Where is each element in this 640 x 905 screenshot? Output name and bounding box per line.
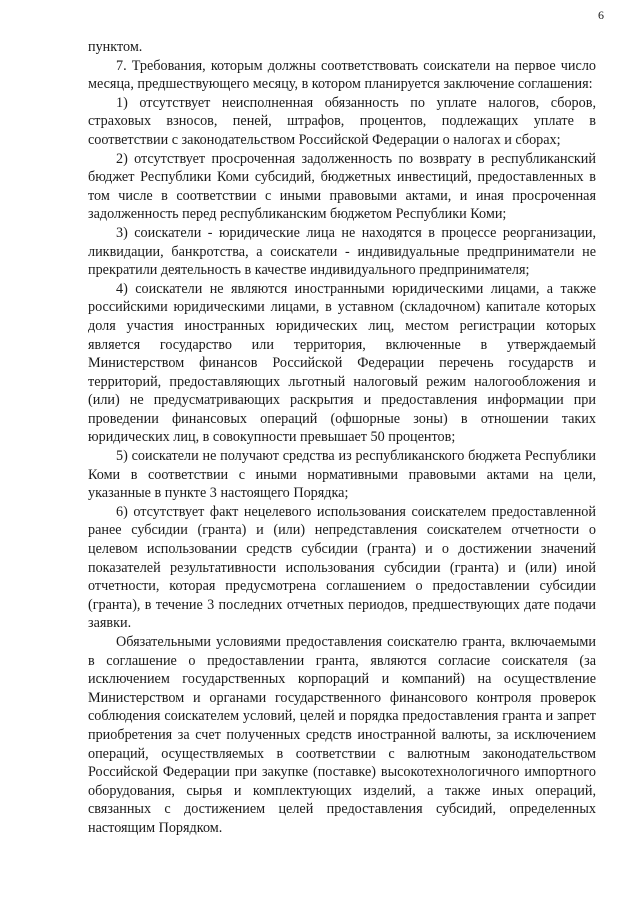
paragraph-subitem-2: 2) отсутствует просроченная задолженность по возврату в республиканский бюджет Республики Коми субсидий, бюджетных инвестиций, предоставленных в том числе в соответствии с иными правовыми актами, и иная просроченная задолженность перед республиканским бюджетом Республики Коми; <box>88 150 596 223</box>
page-number: 6 <box>598 8 604 22</box>
paragraph-item-7: 7. Требования, которым должны соответствовать соискатели на первое число месяца, предшествующего месяцу, в котором планируется заключение соглашения: <box>88 57 596 93</box>
paragraph-subitem-5: 5) соискатели не получают средства из республиканского бюджета Республики Коми в соответствии с иными нормативными правовыми актами на цели, указанные в пункте 3 настоящего Порядка; <box>88 448 596 502</box>
paragraph-subitem-6: 6) отсутствует факт нецелевого использования соискателем предоставленной ранее субсидии (гранта) и (или) непредставления соискателем отчетности о целевом использовании средств субсидии (гранта) и о достижении значений показателей результативности использования субсидии (гранта) и (или) иной отчетности, которая предусмотрена соглашением о предоставлении субсидии (гранта), в течение 3 последних отчетных периодов, предшествующих дате подачи заявки. <box>88 503 596 632</box>
paragraph-subitem-3: 3) соискатели - юридические лица не находятся в процессе реорганизации, ликвидации, банкротства, а соискатели - индивидуальные предприниматели не прекратили деятельность в качестве индивидуального предпринимателя; <box>88 224 596 279</box>
document-body <box>88 38 596 838</box>
paragraph-continuation: пунктом. <box>88 39 143 55</box>
paragraph-subitem-1: 1) отсутствует неисполненная обязанность по уплате налогов, сборов, страховых взносов, пеней, штрафов, процентов, подлежащих уплате в соответствии с законодательством Российской Федерации о налогах и сборах; <box>88 94 596 148</box>
paragraph-mandatory-conditions: Обязательными условиями предоставления соискателю гранта, включаемыми в соглашение о предоставлении гранта, являются согласие соискателя (за исключением государственных корпораций и компаний) на осуществление Министерством и органами государственного финансового контроля проверок соблюдения соискателем условий, целей и порядка предоставления гранта и запрет приобретения за счет полученных средств иностранной валюты, за исключением операций, осуществляемых в соответствии с валютным законодательством Российской Федерации при закупке (поставке) высокотехнологичного импортного оборудования, сырья и комплектующих изделий, а также иных операций, связанных с достижением целей предоставления субсидий, определенных настоящим Порядком. <box>88 634 596 836</box>
paragraph-subitem-4: 4) соискатели не являются иностранными юридическими лицами, а также российскими юридическими лицами, в уставном (складочном) капитале которых доля участия иностранных юридических лиц, местом регистрации которых является государство или территория, включенные в утверждаемый Министерством финансов Российской Федерации перечень государств и территорий, предоставляющих льготный налоговый режим налогообложения и (или) не предусматривающих раскрытия и предоставления информации при проведении финансовых операций (офшорные зоны) в отношении таких юридических лиц, в совокупности превышает 50 процентов; <box>88 280 596 446</box>
